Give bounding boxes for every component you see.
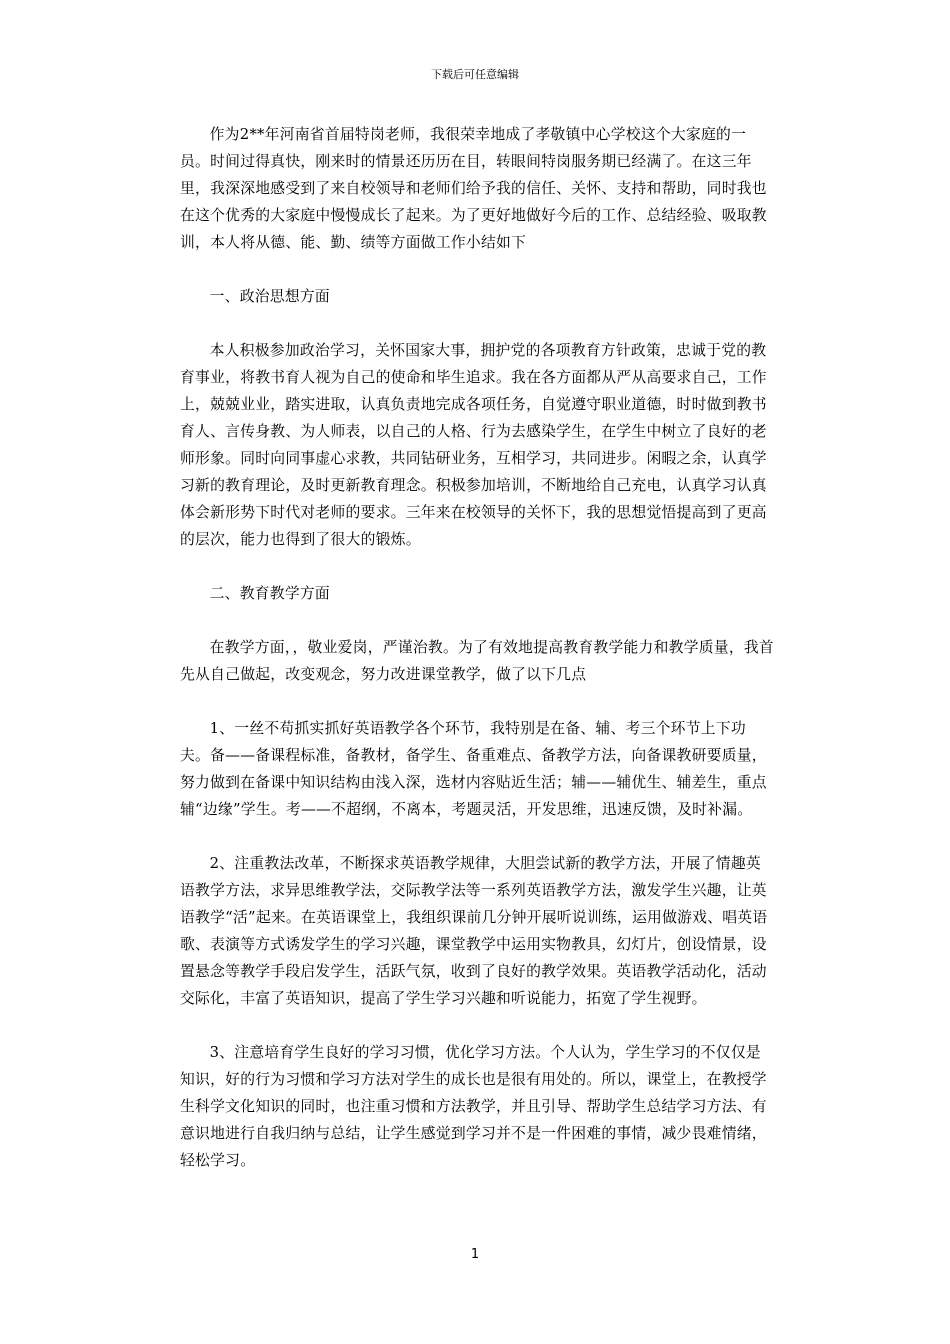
section-heading-teaching: 二、教育教学方面 [209,585,330,602]
intro-paragraph: 作为2**年河南省首届特岗老师，我很荣幸地成了孝敬镇中心学校这个大家庭的一员。时间过得真快，刚来时的情景还历历在目，转眼间特岗服务期已经满了。在这三年里，我深深地感受到了来自校领导和老师们给予我的信任、关怀、支持和帮助，同时我也在这个优秀的大家庭中慢慢成长了起来。为了更好地做好今后的工作、总结经验、吸取教训，本人将从德、能、勤、绩等方面做工作小结如下 [180,126,767,251]
page-number: 1 [470,1247,480,1262]
document-body [180,121,775,1201]
teaching-point-1: 1、一丝不苟抓实抓好英语教学各个环节，我特别是在备、辅、考三个环节上下功夫。备——备课程标准，备教材，备学生、备重难点、备教学方法，向备课教研要质量，努力做到在备课中知识结构由浅入深，选材内容贴近生活；辅——辅优生、辅差生，重点辅“边缘”学生。考——不超纲，不离本，考题灵活，开发思维，迅速反馈，及时补漏。 [180,720,767,818]
political-paragraph: 本人积极参加政治学习，关怀国家大事，拥护党的各项教育方针政策，忠诚于党的教育事业，将教书育人视为自己的使命和毕生追求。我在各方面都从严从高要求自己，工作上，兢兢业业，踏实进取，认真负责地完成各项任务，自觉遵守职业道德，时时做到教书育人、言传身教、为人师表，以自己的人格、行为去感染学生，在学生中树立了良好的老师形象。同时向同事虚心求教，共同钻研业务，互相学习，共同进步。闲暇之余，认真学习新的教育理论，及时更新教育理念。积极参加培训，不断地给自己充电，认真学习认真体会新形势下时代对老师的要求。三年来在校领导的关怀下，我的思想觉悟提高到了更高的层次，能力也得到了很大的锻炼。 [180,342,767,548]
section-heading-political: 一、政治思想方面 [209,288,330,305]
header-note: 下载后可任意编辑 [431,68,519,81]
teaching-intro-paragraph: 在教学方面，，敬业爱岗，严谨治教。为了有效地提高教育教学能力和教学质量，我首先从自己做起，改变观念，努力改进课堂教学，做了以下几点 [180,639,774,683]
teaching-point-3: 3、注意培育学生良好的学习习惯，优化学习方法。个人认为，学生学习的不仅仅是知识，好的行为习惯和学习方法对学生的成长也是很有用处的。所以，课堂上，在教授学生科学文化知识的同时，也注重习惯和方法教学，并且引导、帮助学生总结学习方法、有意识地进行自我归纳与总结，让学生感觉到学习并不是一件困难的事情，减少畏难情绪，轻松学习。 [180,1044,767,1169]
teaching-point-2: 2、注重教法改革，不断探求英语教学规律，大胆尝试新的教学方法，开展了情趣英语教学方法，求异思维教学法，交际教学法等一系列英语教学方法，激发学生兴趣，让英语教学“活”起来。在英语课堂上，我组织课前几分钟开展听说训练，运用做游戏、唱英语歌、表演等方式诱发学生的学习兴趣，课堂教学中运用实物教具，幻灯片，创设情景，设置悬念等教学手段启发学生，活跃气氛，收到了良好的教学效果。英语教学活动化，活动交际化，丰富了英语知识，提高了学生学习兴趣和听说能力，拓宽了学生视野。 [180,855,768,1007]
